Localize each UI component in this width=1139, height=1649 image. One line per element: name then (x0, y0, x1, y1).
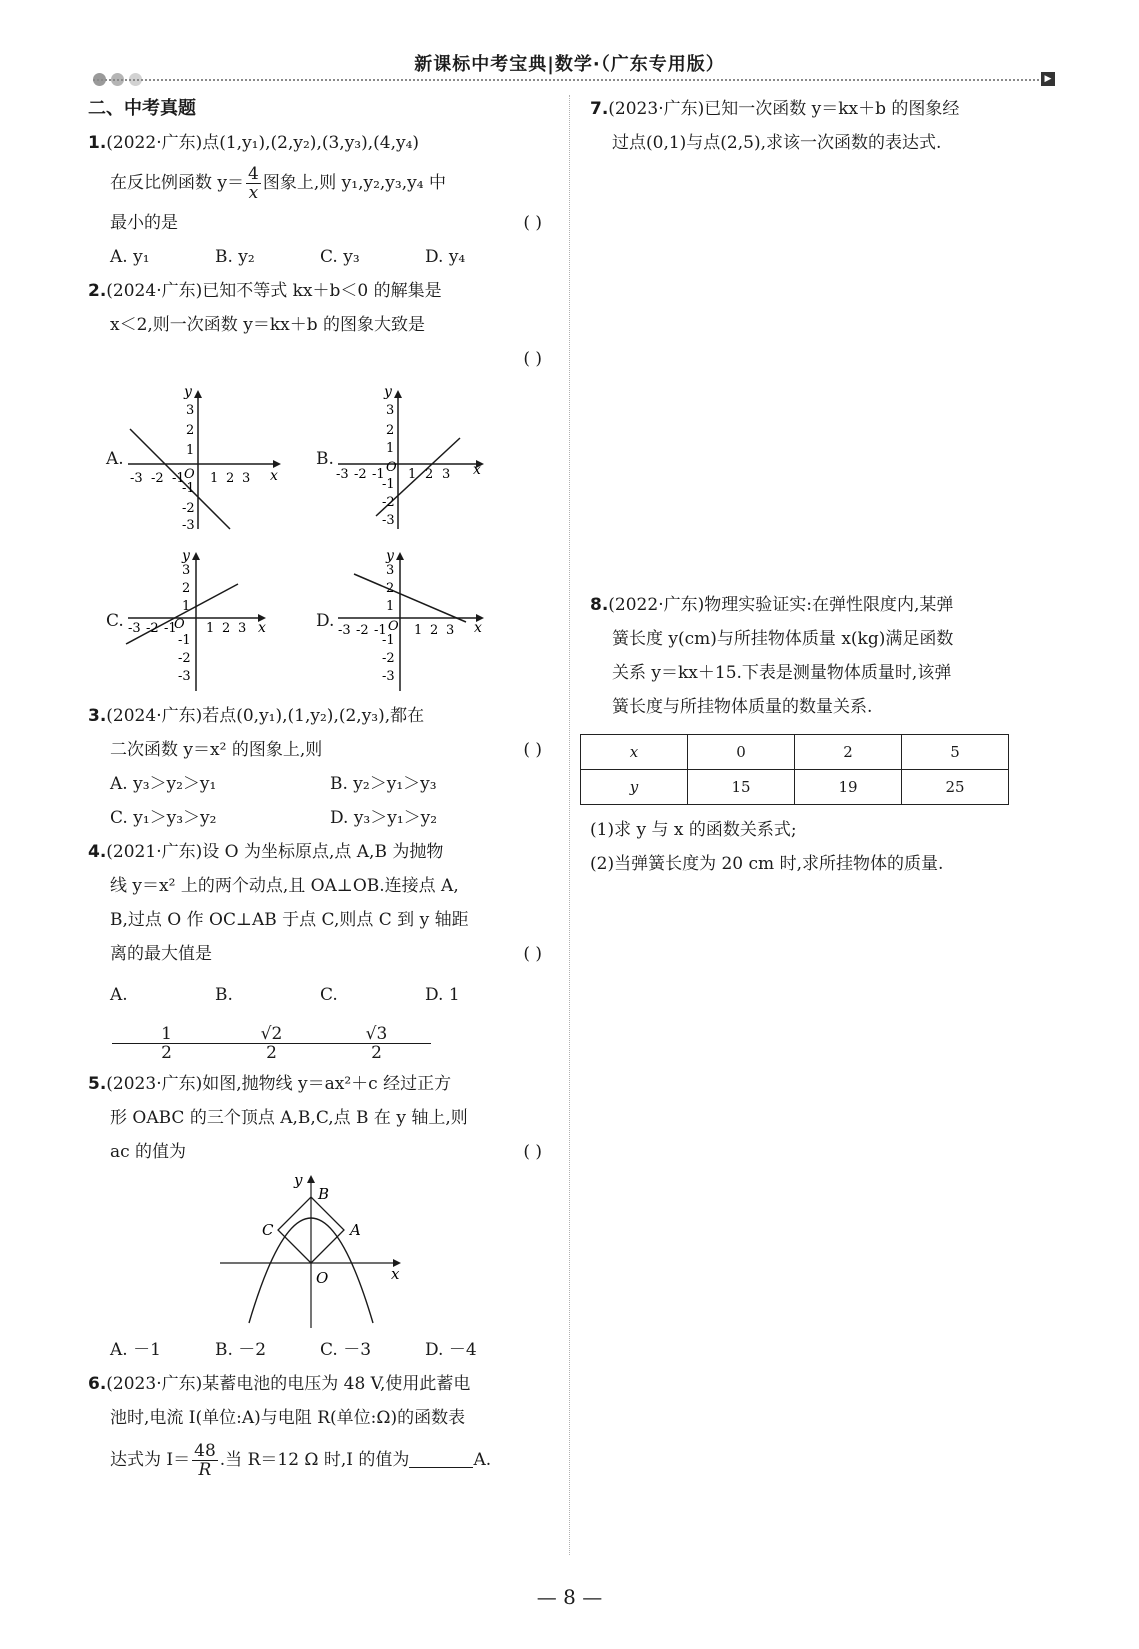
question-text: (2024·广东)若点(0,y₁),(1,y₂),(2,y₃),都在 (106, 706, 425, 726)
x-tick: -1 (372, 467, 385, 482)
y-tick: 2 (182, 581, 191, 596)
fraction-denominator: 2 (161, 1043, 172, 1063)
fig-o-label: O (316, 1269, 329, 1287)
y-tick: -3 (382, 669, 395, 684)
question-text: (2021·广东)设 O 为坐标原点,点 A,B 为抛物 (106, 842, 444, 862)
question-text: 二次函数 y＝x² 的图象上,则 (110, 740, 323, 760)
fig-b-label: B (318, 1185, 330, 1203)
option-label: C. (320, 985, 338, 1005)
graph-b (298, 384, 528, 534)
x-tick: -3 (338, 623, 351, 638)
table-cell: 19 (795, 770, 902, 805)
y-tick: -3 (182, 518, 195, 533)
fig-x-label: x (391, 1265, 400, 1283)
question-text: (2023·广东)某蓄电池的电压为 48 V,使用此蓄电 (106, 1374, 471, 1394)
x-axis-label: x (270, 468, 278, 484)
options (88, 1333, 550, 1367)
y-tick: 1 (386, 599, 395, 614)
y-tick: -1 (182, 481, 195, 496)
x-tick: -2 (151, 471, 164, 486)
question-3 (88, 699, 550, 835)
option-label: B. (215, 985, 233, 1005)
question-text: A. (473, 1450, 492, 1470)
question-4 (88, 835, 550, 1067)
y-axis-label: y (182, 548, 190, 564)
x-tick: 2 (226, 471, 235, 486)
option-b (215, 971, 320, 1067)
table-cell: 0 (688, 735, 795, 770)
question-text: ac 的值为 (110, 1142, 187, 1162)
option-c: C. y₁＞y₃＞y₂ (110, 808, 217, 828)
graph-b-svg (298, 384, 528, 534)
parabola-figure-svg (88, 1173, 550, 1333)
fraction (192, 1442, 218, 1479)
question-text: 过点(0,1)与点(2,5),求该一次函数的表达式. (612, 133, 942, 153)
option-c (320, 971, 425, 1067)
fraction-denominator: 2 (371, 1043, 382, 1063)
question-text: 最小的是 (110, 213, 178, 233)
fig-y-label: y (294, 1173, 303, 1189)
y-tick: 2 (386, 423, 395, 438)
sub-question-2: (2)当弹簧长度为 20 cm 时,求所挂物体的质量. (590, 854, 944, 874)
option-a: A. y₁ (110, 247, 150, 267)
question-text: 形 OABC 的三个顶点 A,B,C,点 B 在 y 轴上,则 (110, 1108, 468, 1128)
question-text: (2024·广东)已知不等式 kx＋b＜0 的解集是 (106, 281, 442, 301)
question-text: 线 y＝x² 上的两个动点,且 OA⊥OB.连接点 A, (110, 876, 459, 896)
x-tick: -3 (130, 471, 143, 486)
graph-d-svg (298, 546, 528, 696)
table-cell: 15 (688, 770, 795, 805)
table-cell: x (581, 735, 688, 770)
x-tick: 1 (210, 471, 219, 486)
option-label: A. (110, 985, 128, 1005)
option-b: B. y₂ (215, 247, 255, 267)
option-d: D. y₃＞y₁＞y₂ (330, 808, 438, 828)
x-tick: 1 (206, 621, 215, 636)
x-tick: -3 (128, 621, 141, 636)
graph-d (298, 546, 528, 696)
option-b: B. －2 (215, 1340, 267, 1360)
x-tick: 1 (408, 467, 417, 482)
left-column (88, 92, 550, 1485)
y-tick: 3 (182, 563, 191, 578)
x-tick: 3 (242, 471, 251, 486)
option-c: C. y₃ (320, 247, 360, 267)
page-number: — 8 — (536, 1585, 603, 1609)
x-axis-label: x (473, 462, 481, 478)
graph-a (88, 384, 318, 534)
y-axis-label: y (386, 548, 394, 564)
answer-paren: ( ) (523, 740, 542, 760)
play-icon: ▶ (1041, 72, 1055, 86)
graph-letter: D. (316, 611, 335, 631)
option-d: D. －4 (425, 1340, 477, 1360)
graph-c (88, 546, 318, 696)
question-text: (2023·广东)已知一次函数 y＝kx＋b 的图象经 (608, 99, 960, 119)
fraction-denominator: x (248, 183, 259, 203)
table-row (581, 735, 1009, 770)
x-tick: 2 (222, 621, 231, 636)
y-tick: -2 (382, 651, 395, 666)
column-divider (569, 95, 570, 1555)
graph-a-svg (88, 384, 318, 534)
question-5 (88, 1067, 550, 1367)
question-number: 3. (88, 706, 107, 726)
question-2 (88, 274, 550, 699)
option-b: B. y₂＞y₁＞y₃ (330, 774, 437, 794)
question-number: 8. (590, 595, 609, 615)
fraction-denominator: 2 (266, 1043, 277, 1063)
fraction (246, 165, 261, 202)
x-tick: -2 (146, 621, 159, 636)
x-axis-label: x (258, 620, 266, 636)
fraction-denominator: R (198, 1460, 212, 1480)
question-text: (2022·广东)物理实验证实:在弹性限度内,某弹 (608, 595, 954, 615)
y-axis-label: y (384, 384, 392, 400)
y-tick: -1 (178, 633, 191, 648)
origin-label: O (184, 467, 195, 482)
option-d: D. y₄ (425, 247, 466, 267)
y-tick: 1 (386, 441, 395, 456)
fraction-numerator: √3 (322, 1025, 431, 1044)
data-table (580, 734, 1009, 805)
answer-paren: ( ) (523, 944, 542, 964)
y-tick: 1 (186, 443, 195, 458)
sub-question-1: (1)求 y 与 x 的函数关系式; (590, 820, 797, 840)
question-text: 池时,电流 I(单位:A)与电阻 R(单位:Ω)的函数表 (110, 1408, 466, 1428)
question-text: 离的最大值是 (110, 944, 212, 964)
x-tick: -3 (336, 467, 349, 482)
table-cell: 5 (902, 735, 1009, 770)
y-tick: -3 (178, 669, 191, 684)
y-tick: -3 (382, 513, 395, 528)
fraction-numerator: √2 (217, 1025, 326, 1044)
question-text: B,过点 O 作 OC⊥AB 于点 C,则点 C 到 y 轴距 (110, 910, 469, 930)
fraction-numerator: 1 (112, 1025, 221, 1044)
question-number: 6. (88, 1374, 107, 1394)
x-tick: 3 (446, 623, 455, 638)
x-tick: 3 (442, 467, 451, 482)
origin-label: O (174, 617, 185, 632)
question-text: x＜2,则一次函数 y＝kx＋b 的图象大致是 (110, 315, 425, 335)
x-tick: 3 (238, 621, 247, 636)
question-1 (88, 126, 550, 274)
parabola-figure (88, 1173, 550, 1333)
answer-paren: ( ) (523, 1142, 542, 1162)
y-tick: -2 (182, 501, 195, 516)
question-text: 簧长度 y(cm)与所挂物体质量 x(kg)满足函数 (612, 629, 954, 649)
x-tick: -2 (354, 467, 367, 482)
y-tick: -1 (382, 633, 395, 648)
fraction (112, 1025, 217, 1062)
y-tick: -1 (382, 477, 395, 492)
question-7 (590, 92, 1060, 160)
table-cell: 25 (902, 770, 1009, 805)
table-cell: 2 (795, 735, 902, 770)
answer-paren: ( ) (523, 213, 542, 233)
origin-label: O (386, 460, 397, 475)
options (88, 801, 550, 835)
options (88, 971, 550, 1067)
right-column (590, 92, 1060, 881)
answer-blank[interactable] (409, 1449, 473, 1468)
question-text: 图象上,则 y₁,y₂,y₃,y₄ 中 (262, 173, 446, 193)
x-tick: -2 (356, 623, 369, 638)
question-text: 关系 y＝kx＋15.下表是测量物体质量时,该弹 (612, 663, 952, 683)
y-axis-label: y (184, 384, 192, 400)
x-tick: 1 (414, 623, 423, 638)
table-cell: y (581, 770, 688, 805)
option-d: D. 1 (425, 985, 460, 1005)
graph-c-svg (88, 546, 318, 696)
x-tick: -1 (164, 621, 177, 636)
y-tick: 1 (182, 599, 191, 614)
section-title: 二、中考真题 (88, 98, 196, 119)
x-tick: 2 (430, 623, 439, 638)
graph-letter: C. (106, 611, 124, 631)
option-a: A. y₃＞y₂＞y₁ (110, 774, 217, 794)
answer-paren: ( ) (523, 349, 542, 369)
y-tick: 3 (386, 403, 395, 418)
graph-letter: A. (106, 449, 124, 469)
fig-a-label: A (350, 1221, 361, 1239)
y-tick: -2 (178, 651, 191, 666)
question-number: 4. (88, 842, 107, 862)
question-8 (590, 588, 1060, 881)
option-a: A. －1 (110, 1340, 161, 1360)
y-tick: 3 (186, 403, 195, 418)
graph-letter: B. (316, 449, 334, 469)
question-number: 7. (590, 99, 609, 119)
header-title: 新课标中考宝典|数学·（广东专用版） (414, 54, 725, 75)
question-number: 1. (88, 133, 107, 153)
header-rule (93, 79, 1043, 81)
question-text: (2022·广东)点(1,y₁),(2,y₂),(3,y₃),(4,y₄) (106, 133, 420, 153)
question-number: 5. (88, 1074, 107, 1094)
question-number: 2. (88, 281, 107, 301)
question-text: (2023·广东)如图,抛物线 y＝ax²＋c 经过正方 (106, 1074, 452, 1094)
option-c: C. －3 (320, 1340, 372, 1360)
x-tick: -1 (172, 471, 185, 486)
x-tick: -1 (374, 623, 387, 638)
options (88, 767, 550, 801)
question-text: 达式为 I＝ (110, 1450, 191, 1470)
options (88, 240, 550, 274)
question-text: .当 R＝12 Ω 时,I 的值为 (219, 1450, 410, 1470)
table-row (581, 770, 1009, 805)
question-text: 簧长度与所挂物体质量的数量关系. (612, 697, 873, 717)
fraction-numerator: 4 (248, 164, 259, 184)
y-tick: 3 (386, 563, 395, 578)
y-tick: 2 (386, 581, 395, 596)
question-6 (88, 1367, 550, 1485)
answer-space[interactable] (590, 160, 1060, 588)
fig-c-label: C (262, 1221, 274, 1239)
fraction (217, 1025, 322, 1062)
option-a (110, 971, 215, 1067)
y-tick: -2 (382, 495, 395, 510)
x-axis-label: x (474, 620, 482, 636)
y-tick: 2 (186, 423, 195, 438)
graph-options (88, 384, 550, 699)
fraction (322, 1025, 427, 1062)
origin-label: O (388, 619, 399, 634)
fraction-numerator: 48 (194, 1441, 216, 1461)
x-tick: 2 (425, 467, 434, 482)
question-text: 在反比例函数 y＝ (110, 173, 245, 193)
